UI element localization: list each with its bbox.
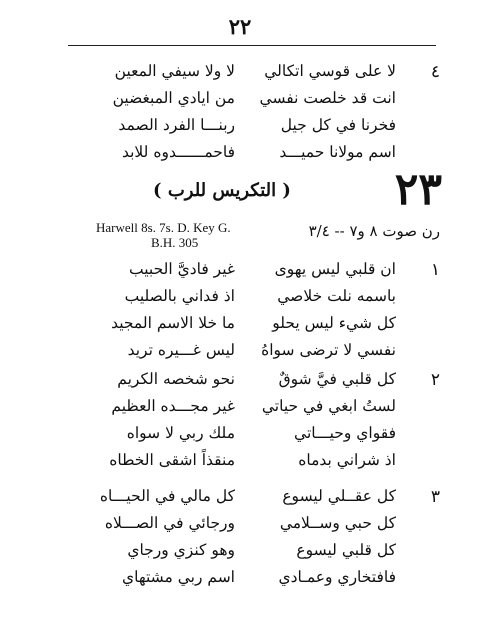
hemistich-second: منقذاً اشقى الخطاه (109, 451, 235, 469)
verse-line (60, 116, 440, 143)
hemistich-second: نحو شخصه الكريم (117, 370, 235, 388)
hemistich-second: كل مالي في الحيـــاه (99, 487, 235, 505)
header-rule (68, 45, 436, 46)
meter-arabic: رن صوت ٨ و٧ -- ٣/٤ (308, 222, 440, 240)
hemistich-second: من ايادي المبغضين (112, 89, 235, 107)
hemistich-second: ملك ربي لا سواه (126, 424, 235, 442)
hemistich-first: باسمه نلت خلاصي (277, 287, 396, 305)
hemistich-first: فافتخاري وعمـادي (278, 568, 396, 586)
hemistich-first: فخرنا في كل جيل (280, 116, 396, 134)
verse-line (60, 568, 440, 595)
hemistich-first: كل عقــلي ليسوع (282, 487, 396, 505)
stanza-2 (60, 370, 440, 478)
hemistich-second: غير مجـــده العظيم (111, 397, 235, 415)
hymn-number: ٢٣ (394, 164, 442, 215)
hemistich-second: ورجائي في الصـــلاه (104, 514, 235, 532)
verse-line (60, 89, 440, 116)
hemistich-second: وهو كنزي ورجاي (127, 541, 235, 559)
hemistich-first: انت قد خلصت نفسي (259, 89, 396, 107)
verse-line (60, 487, 440, 514)
hemistich-second: اذ فداني بالصليب (124, 287, 235, 305)
verse-number: ٢ (430, 370, 440, 390)
hemistich-first: لا على قوسي اتكالي (264, 62, 396, 80)
page-number: ٢٢ (228, 14, 252, 39)
hemistich-first: لستُ ابغي في حياتي (261, 397, 396, 415)
top-stanza (60, 62, 440, 170)
verse-line (60, 260, 440, 287)
verse-number: ١ (430, 260, 440, 280)
hemistich-first: ان قلبي ليس يهوى (274, 260, 396, 278)
hemistich-first: كل قلبي ليسوع (296, 541, 396, 559)
verse-line (60, 143, 440, 170)
hymn-title: ( التكريس للرب ) (153, 180, 291, 201)
stanza-1 (60, 260, 440, 368)
hemistich-first: كل حبي وســلامي (279, 514, 396, 532)
tune-info (96, 220, 231, 250)
tune-reference: B.H. 305 (151, 235, 199, 250)
verse-line (60, 514, 440, 541)
tune-name: Harwell 8s. 7s. D. Key G. (96, 220, 231, 235)
hemistich-first: فقواي وحيـــاتي (294, 424, 396, 442)
hemistich-first: اسم مولانا حميـــد (279, 143, 396, 161)
verse-line (60, 370, 440, 397)
hemistich-first: اذ شراني بدماه (298, 451, 396, 469)
hemistich-first: كل قلبي فيَّ شوقٌ (278, 370, 396, 388)
hemistich-second: ربنـــا الفرد الصمد (118, 116, 235, 134)
verse-number: ٤ (430, 62, 440, 82)
verse-line (60, 287, 440, 314)
hemistich-second: ما خلا الاسم المجيد (111, 314, 235, 332)
hemistich-first: نفسي لا ترضى سواهُ (261, 341, 396, 359)
verse-line (60, 341, 440, 368)
verse-line (60, 424, 440, 451)
verse-line (60, 314, 440, 341)
hemistich-second: غير فاديَّ الحبيب (129, 260, 235, 278)
hemistich-second: اسم ربي مشتهاي (122, 568, 235, 586)
verse-line (60, 62, 440, 89)
hemistich-second: لا ولا سيفي المعين (114, 62, 235, 80)
hemistich-second: ليس غـــيره تريد (127, 341, 235, 359)
hemistich-first: كل شيء ليس يحلو (272, 314, 396, 332)
hemistich-second: فاحمــــــدوه للابد (121, 143, 235, 161)
verse-line (60, 541, 440, 568)
verse-number: ٣ (430, 487, 440, 507)
verse-line (60, 451, 440, 478)
verse-line (60, 397, 440, 424)
stanza-3 (60, 487, 440, 595)
